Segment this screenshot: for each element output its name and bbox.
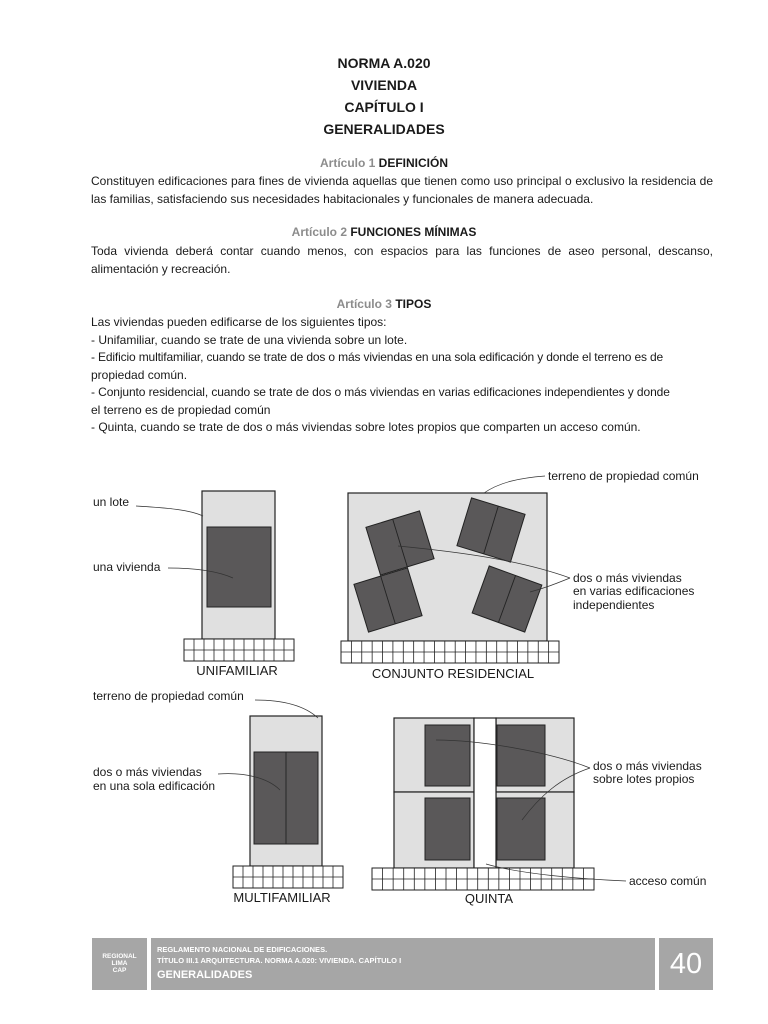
article-3-line: - Unifamiliar, cuando se trate de una vivienda sobre un lote. [91,332,408,347]
label-quinta-viviendas: dos o más viviendas [593,759,702,773]
footer-regional-badge [92,938,147,990]
article-3-line: Las viviendas pueden edificarse de los siguientes tipos: [91,315,387,329]
article-3-line: - Quinta, cuando se trate de dos o más viviendas sobre lotes propios que comparten un acceso común. [91,420,641,434]
article-3-line: el terreno es de propiedad común [91,402,271,417]
label-multi-viviendas: dos o más viviendas [93,765,202,779]
leader-line [484,476,545,493]
label-quinta-viviendas: sobre lotes propios [593,772,695,786]
leader-line [136,506,203,516]
caption-multifamiliar: MULTIFAMILIAR [233,890,331,905]
label-conjunto-viviendas: en varias edificaciones [573,584,695,598]
housing-types-diagram [0,460,768,920]
label-un-lote: un lote [93,495,130,509]
multifamiliar-diagram [93,689,343,905]
label-una-vivienda: una vivienda [93,560,161,574]
label-quinta-acceso: acceso común [629,874,707,888]
unifamiliar-sidewalk [184,639,294,661]
article-2-name: FUNCIONES MÍNIMAS [350,225,477,239]
unifamiliar-diagram [93,491,294,678]
title-generalidades: GENERALIDADES [323,121,445,137]
article-3-line: - Edificio multifamiliar, cuando se trate de dos o más viviendas en una sola edificación y donde el terreno es de [91,350,664,364]
title-vivienda: VIVIENDA [350,77,418,93]
quinta-common-access [474,718,496,868]
article-1-heading [0,156,768,171]
label-conjunto-viviendas: dos o más viviendas [573,571,682,585]
quinta-house [497,798,545,860]
conjunto-diagram [341,469,699,681]
quinta-house [425,798,470,860]
article-1-name: DEFINICIÓN [378,156,449,170]
quinta-house [497,725,545,786]
multifamiliar-sidewalk [233,866,343,888]
unifamiliar-house [207,527,271,607]
quinta-house [425,725,470,786]
caption-unifamiliar: UNIFAMILIAR [196,663,278,678]
article-3-name: TIPOS [395,297,432,311]
document-title [0,52,768,140]
article-3-heading [0,297,768,312]
quinta-diagram [372,718,706,906]
footer-cap: CAP [112,967,127,974]
footer-lima: LIMA [111,960,128,967]
page-number: 40 [659,938,713,990]
article-2-text: Toda vivienda deberá contar cuando menos, con espacios para las funciones de aseo personal, descanso, alimentación y recreación. [91,244,713,276]
caption-conjunto: CONJUNTO RESIDENCIAL [371,666,535,681]
label-multi-terreno: terreno de propiedad común [93,689,244,703]
caption-quinta: QUINTA [464,891,514,906]
article-2-number: Artículo 2 [291,225,347,239]
footer-reglamento: REGLAMENTO NACIONAL DE EDIFICACIONES. [157,945,328,954]
quinta-sidewalk [372,868,594,890]
title-norma: NORMA A.020 [337,55,431,71]
label-conjunto-terreno: terreno de propiedad común [548,469,699,483]
article-1-number: Artículo 1 [319,156,376,170]
conjunto-sidewalk [341,641,559,663]
title-capitulo: CAPÍTULO I [344,99,424,115]
article-2-heading [0,225,768,240]
footer-titulo: TÍTULO III.1 ARQUITECTURA. NORMA A.020: VIVIENDA. CAPÍTULO I [157,956,402,965]
leader-line [255,700,318,718]
footer-info [151,938,655,990]
label-conjunto-viviendas: independientes [573,598,655,612]
article-3-line: propiedad común. [91,367,188,382]
article-3-line: - Conjunto residencial, cuando se trate de dos o más viviendas en varias edificaciones independientes y donde [91,385,670,399]
article-1-text: Constituyen edificaciones para fines de vivienda aquellas que tienen como uso principal o exclusivo la residencia de las familias, satisfaciendo sus necesidades habitacionales y funcionales de manera adecuada. [91,174,713,206]
footer-regional: REGIONAL [102,953,137,960]
article-3-number: Artículo 3 [336,297,392,311]
label-multi-viviendas: en una sola edificación [93,779,216,793]
footer-section: GENERALIDADES [157,969,253,981]
